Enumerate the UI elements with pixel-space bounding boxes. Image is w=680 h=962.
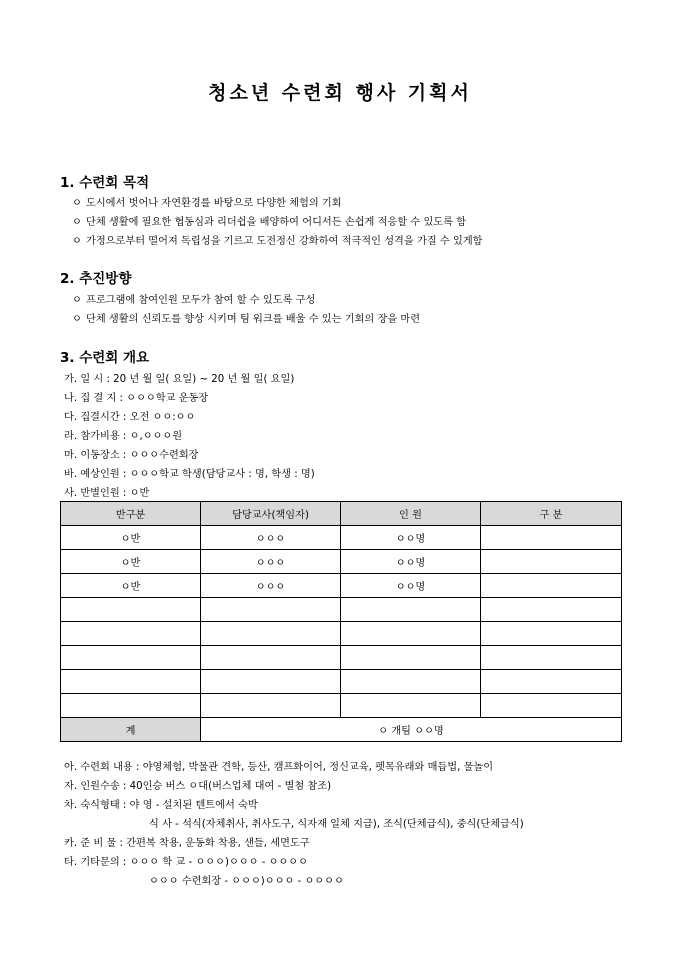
section1-item: ㅇ 가정으로부터 떨어져 독립성을 기르고 도전정신 강화하여 적극적인 성격을 가질 수 있게함 — [72, 232, 483, 247]
table-cell — [61, 598, 201, 622]
table-cell: ㅇㅇ명 — [341, 550, 481, 574]
total-label: 계 — [61, 718, 201, 742]
section3-heading: 3. 수련회 개요 — [60, 350, 150, 366]
table-row — [61, 574, 622, 598]
table-cell: ㅇ반 — [61, 526, 201, 550]
table-row — [61, 670, 622, 694]
table-cell — [341, 622, 481, 646]
column-header: 담당교사(책임자) — [201, 502, 341, 526]
detail-transport: 자. 인원수송 : 40인승 버스 ㅇ대(버스업체 대여 - 별첨 참조) — [64, 781, 332, 792]
section2-item: ㅇ 단체 생활의 신뢰도를 향상 시키며 팀 워크를 배울 수 있는 기회의 장을 마련 — [72, 310, 420, 325]
bullet-mark: ㅇ — [72, 198, 82, 209]
table-cell — [481, 670, 622, 694]
table-row — [61, 622, 622, 646]
bullet-mark: ㅇ — [72, 217, 82, 228]
total-value: ㅇ 개팀 ㅇㅇ명 — [201, 718, 622, 742]
bullet-mark: ㅇ — [72, 295, 82, 306]
column-header: 구 분 — [481, 502, 622, 526]
table-row — [61, 646, 622, 670]
detail-destination: 마. 이동장소 : ㅇㅇㅇ수련회장 — [64, 450, 199, 461]
table-cell — [341, 694, 481, 718]
table-cell: ㅇ반 — [61, 574, 201, 598]
table-header-row — [61, 502, 622, 526]
table-row — [61, 550, 622, 574]
section2-item: ㅇ 프로그램에 참여인원 모두가 참여 할 수 있도록 구성 — [72, 291, 315, 306]
section1-item: ㅇ 단체 생활에 필요한 협동심과 리더쉽을 배양하여 어디서든 손쉽게 적응할 수 있도록 함 — [72, 213, 466, 228]
detail-contact: 타. 기타문의 : ㅇㅇㅇ 학 교 - ㅇㅇㅇ)ㅇㅇㅇ - ㅇㅇㅇㅇ — [64, 857, 308, 868]
table-cell — [61, 622, 201, 646]
detail-supplies: 카. 준 비 물 : 간편복 착용, 운동화 착용, 샌들, 세면도구 — [64, 838, 310, 849]
detail-program-content: 아. 수련회 내용 : 야영체험, 박물관 견학, 등산, 캠프화이어, 정신교육, 펫목유래와 매듭법, 물놀이 — [64, 762, 494, 773]
detail-fee: 라. 참가비용 : ㅇ,ㅇㅇㅇ원 — [64, 431, 183, 442]
detail-meals: 식 사 - 석식(자체취사, 취사도구, 식자재 일체 지급), 조식(단체급식), 중식(단체급식) — [149, 819, 524, 830]
table-cell: ㅇㅇㅇ — [201, 574, 341, 598]
detail-meeting-time: 다. 집결시간 : 오전 ㅇㅇ:ㅇㅇ — [64, 412, 196, 423]
table-cell — [341, 598, 481, 622]
table-cell: ㅇㅇ명 — [341, 526, 481, 550]
class-table — [60, 501, 622, 742]
table-cell — [481, 622, 622, 646]
table-cell — [481, 598, 622, 622]
table-cell — [341, 670, 481, 694]
table-cell: ㅇㅇㅇ — [201, 526, 341, 550]
table-cell — [201, 694, 341, 718]
detail-meeting-place: 나. 집 결 지 : ㅇㅇㅇ학교 운동장 — [64, 393, 209, 404]
bullet-mark: ㅇ — [72, 314, 82, 325]
table-cell — [201, 646, 341, 670]
detail-expected-attendance: 바. 예상인원 : ㅇㅇㅇ학교 학생(담당교사 : 명, 학생 : 명) — [64, 469, 315, 480]
table-cell — [61, 694, 201, 718]
table-cell — [481, 694, 622, 718]
table-cell — [61, 646, 201, 670]
table-cell — [481, 574, 622, 598]
detail-class-count: 사. 반별인원 : ㅇ반 — [64, 488, 150, 499]
table-row — [61, 598, 622, 622]
table-row — [61, 694, 622, 718]
table-row — [61, 526, 622, 550]
column-header: 반구분 — [61, 502, 201, 526]
table-total-row — [61, 718, 622, 742]
column-header: 인 원 — [341, 502, 481, 526]
table-cell — [61, 670, 201, 694]
section1-item: ㅇ 도시에서 벗어나 자연환경를 바탕으로 다양한 체험의 기회 — [72, 194, 342, 209]
document-title: 청소년 수련회 행사 기획서 — [208, 82, 472, 104]
table-cell: ㅇ반 — [61, 550, 201, 574]
table-cell — [201, 670, 341, 694]
table-cell: ㅇㅇㅇ — [201, 550, 341, 574]
detail-contact-venue: ㅇㅇㅇ 수련회장 - ㅇㅇㅇ)ㅇㅇㅇ - ㅇㅇㅇㅇ — [149, 876, 344, 887]
table-cell — [481, 526, 622, 550]
detail-lodging: 차. 숙식형태 : 야 영 - 설치된 텐트에서 숙박 — [64, 800, 258, 811]
table-cell — [481, 550, 622, 574]
table-cell — [341, 646, 481, 670]
detail-date: 가. 일 시 : 20 년 월 일( 요일) ~ 20 년 월 일( 요일) — [64, 374, 295, 385]
table-cell — [201, 598, 341, 622]
table-cell — [201, 622, 341, 646]
bullet-mark: ㅇ — [72, 236, 82, 247]
table-cell — [481, 646, 622, 670]
section1-heading: 1. 수련회 목적 — [60, 175, 150, 191]
section2-heading: 2. 추진방향 — [60, 271, 132, 287]
table-cell: ㅇㅇ명 — [341, 574, 481, 598]
